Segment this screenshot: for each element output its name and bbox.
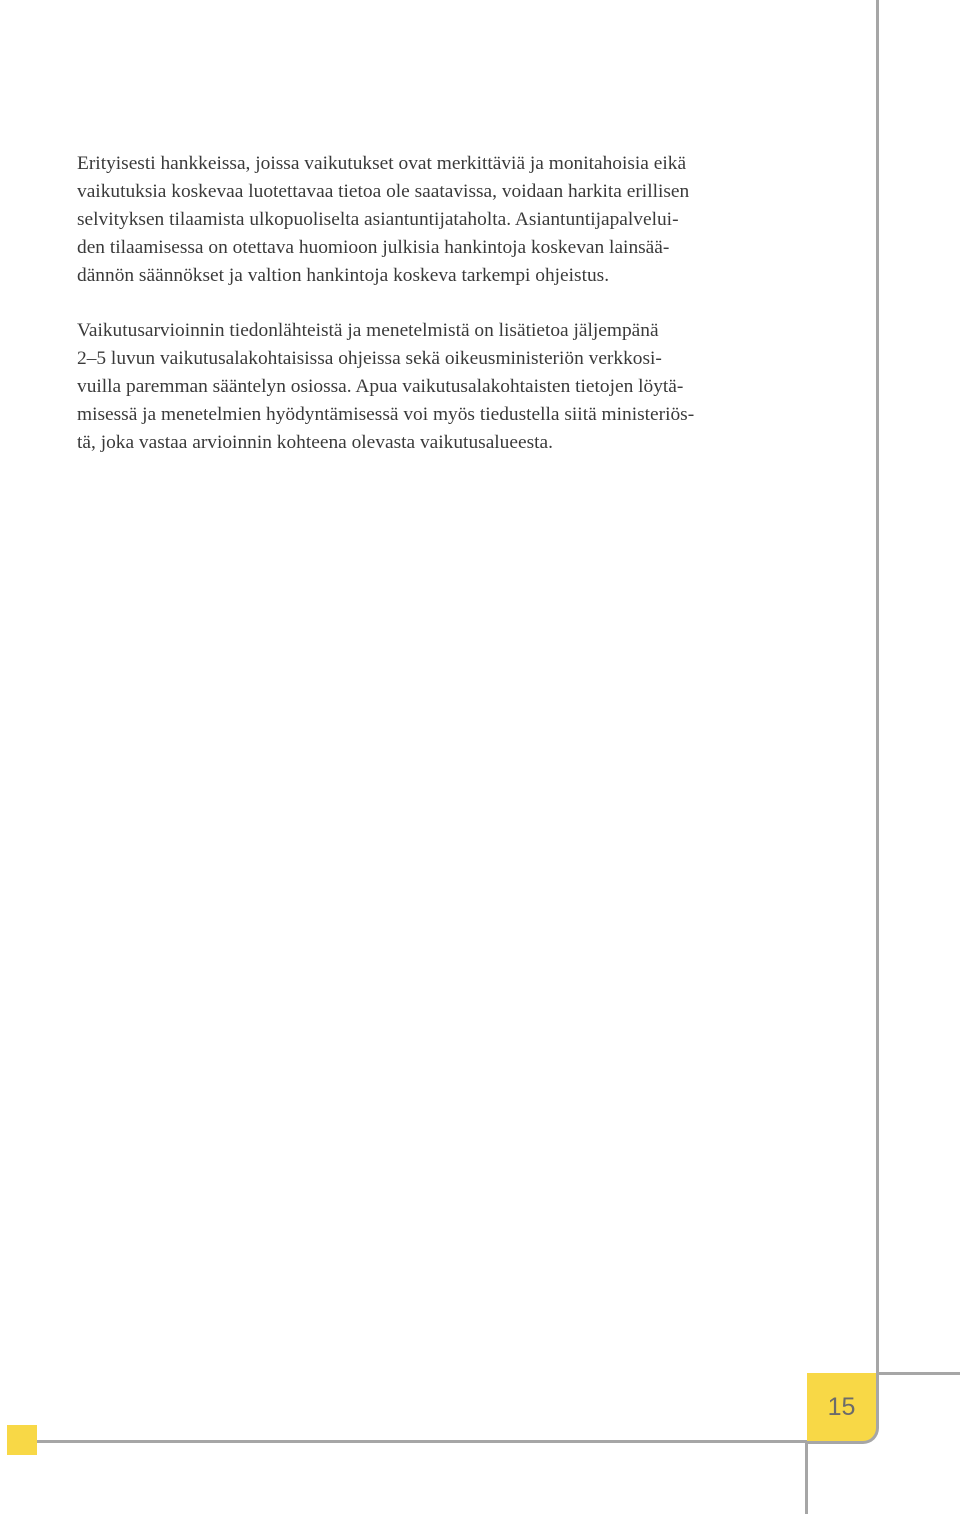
paragraph-1: Erityisesti hankkeissa, joissa vaikutukset ovat merkittäviä ja monitahoisia eikä vaikutuksia koskevaa luotettavaa tietoa ole saatavissa, voidaan harkita erillisen selvityksen tilaamista ulkopuoliselta asiantuntijataholta. Asiantuntijapalvelui- den tilaamisessa on otettava huomioon julkisia hankintoja koskevan lainsää- dännön säännökset ja valtion hankintoja koskeva tarkempi ohjeistus.	[77, 153, 690, 286]
paragraph-2: Vaikutusarvioinnin tiedonlähteistä ja menetelmistä on lisätietoa jäljempänä 2–5 luvun vaikutusalakohtaisissa ohjeissa sekä oikeusministeriön verkkosi- vuilla paremman sääntelyn osiossa. Apua vaikutusalakohtaisten tietojen löytä- misessä ja menetelmien hyödyntämisessä voi myös tiedustella siitä ministeriös- tä, joka vastaa arvioinnin kohteena olevasta vaikutusalueesta.	[77, 320, 695, 453]
page-box-top-rule	[876, 1372, 960, 1375]
body-text	[77, 150, 801, 484]
corner-accent-square	[7, 1425, 37, 1455]
bottom-vertical-rule	[805, 1440, 808, 1514]
bottom-rule	[22, 1440, 808, 1443]
page-number: 15	[827, 1392, 856, 1421]
right-margin-rule	[876, 0, 879, 1386]
